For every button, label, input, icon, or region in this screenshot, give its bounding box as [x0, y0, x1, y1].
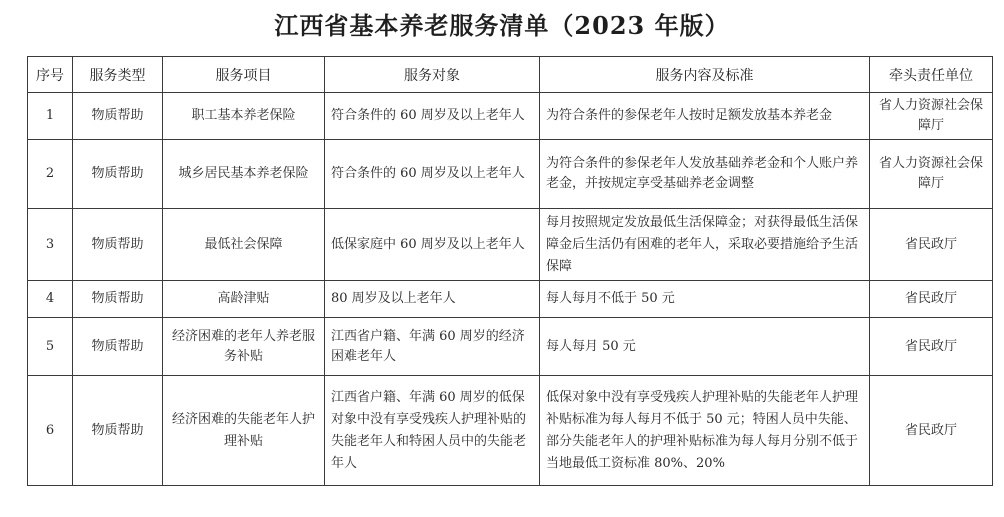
cell-content: 为符合条件的参保老年人发放基础养老金和个人账户养老金，并按规定享受基础养老金调整 [540, 140, 870, 209]
service-list-table [27, 56, 993, 486]
cell-no: 1 [28, 93, 73, 140]
cell-content: 为符合条件的参保老年人按时足额发放基本养老金 [540, 93, 870, 140]
table-row [28, 376, 993, 486]
header-no: 序号 [28, 57, 73, 93]
cell-target: 江西省户籍、年满 60 周岁的低保对象中没有享受残疾人护理补贴的失能老年人和特困人员中的失能老年人 [325, 376, 540, 486]
cell-dept: 省民政厅 [870, 281, 993, 318]
cell-item: 经济困难的失能老年人护理补贴 [163, 376, 325, 486]
cell-no: 2 [28, 140, 73, 209]
cell-no: 4 [28, 281, 73, 318]
table-row [28, 140, 993, 209]
cell-type: 物质帮助 [73, 209, 163, 281]
cell-dept: 省人力资源社会保障厅 [870, 93, 993, 140]
cell-no: 6 [28, 376, 73, 486]
cell-type: 物质帮助 [73, 318, 163, 376]
cell-content: 低保对象中没有享受残疾人护理补贴的失能老年人护理补贴标准为每人每月不低于 50 元；特困人员中失能、部分失能老年人的护理补贴标准为每人每月分别不低于当地最低工资标准 80%、20% [540, 376, 870, 486]
table-header-row [28, 57, 993, 93]
page-title: 江西省基本养老服务清单（2023 年版） [274, 11, 730, 40]
cell-item: 高龄津贴 [163, 281, 325, 318]
cell-no: 3 [28, 209, 73, 281]
cell-type: 物质帮助 [73, 281, 163, 318]
cell-target: 低保家庭中 60 周岁及以上老年人 [325, 209, 540, 281]
cell-item: 最低社会保障 [163, 209, 325, 281]
cell-type: 物质帮助 [73, 140, 163, 209]
table-row [28, 318, 993, 376]
cell-content: 每人每月不低于 50 元 [540, 281, 870, 318]
cell-dept: 省民政厅 [870, 209, 993, 281]
header-type: 服务类型 [73, 57, 163, 93]
cell-item: 经济困难的老年人养老服务补贴 [163, 318, 325, 376]
cell-type: 物质帮助 [73, 93, 163, 140]
table-row [28, 209, 993, 281]
cell-no: 5 [28, 318, 73, 376]
cell-item: 城乡居民基本养老保险 [163, 140, 325, 209]
cell-type: 物质帮助 [73, 376, 163, 486]
cell-content: 每月按照规定发放最低生活保障金；对获得最低生活保障金后生活仍有困难的老年人，采取必要措施给予生活保障 [540, 209, 870, 281]
header-item: 服务项目 [163, 57, 325, 93]
table-row [28, 93, 993, 140]
header-target: 服务对象 [325, 57, 540, 93]
cell-dept: 省人力资源社会保障厅 [870, 140, 993, 209]
cell-item: 职工基本养老保险 [163, 93, 325, 140]
cell-target: 80 周岁及以上老年人 [325, 281, 540, 318]
cell-dept: 省民政厅 [870, 376, 993, 486]
cell-content: 每人每月 50 元 [540, 318, 870, 376]
cell-dept: 省民政厅 [870, 318, 993, 376]
header-dept: 牵头责任单位 [870, 57, 993, 93]
table-row [28, 281, 993, 318]
header-content: 服务内容及标准 [540, 57, 870, 93]
cell-target: 江西省户籍、年满 60 周岁的经济困难老年人 [325, 318, 540, 376]
cell-target: 符合条件的 60 周岁及以上老年人 [325, 93, 540, 140]
cell-target: 符合条件的 60 周岁及以上老年人 [325, 140, 540, 209]
